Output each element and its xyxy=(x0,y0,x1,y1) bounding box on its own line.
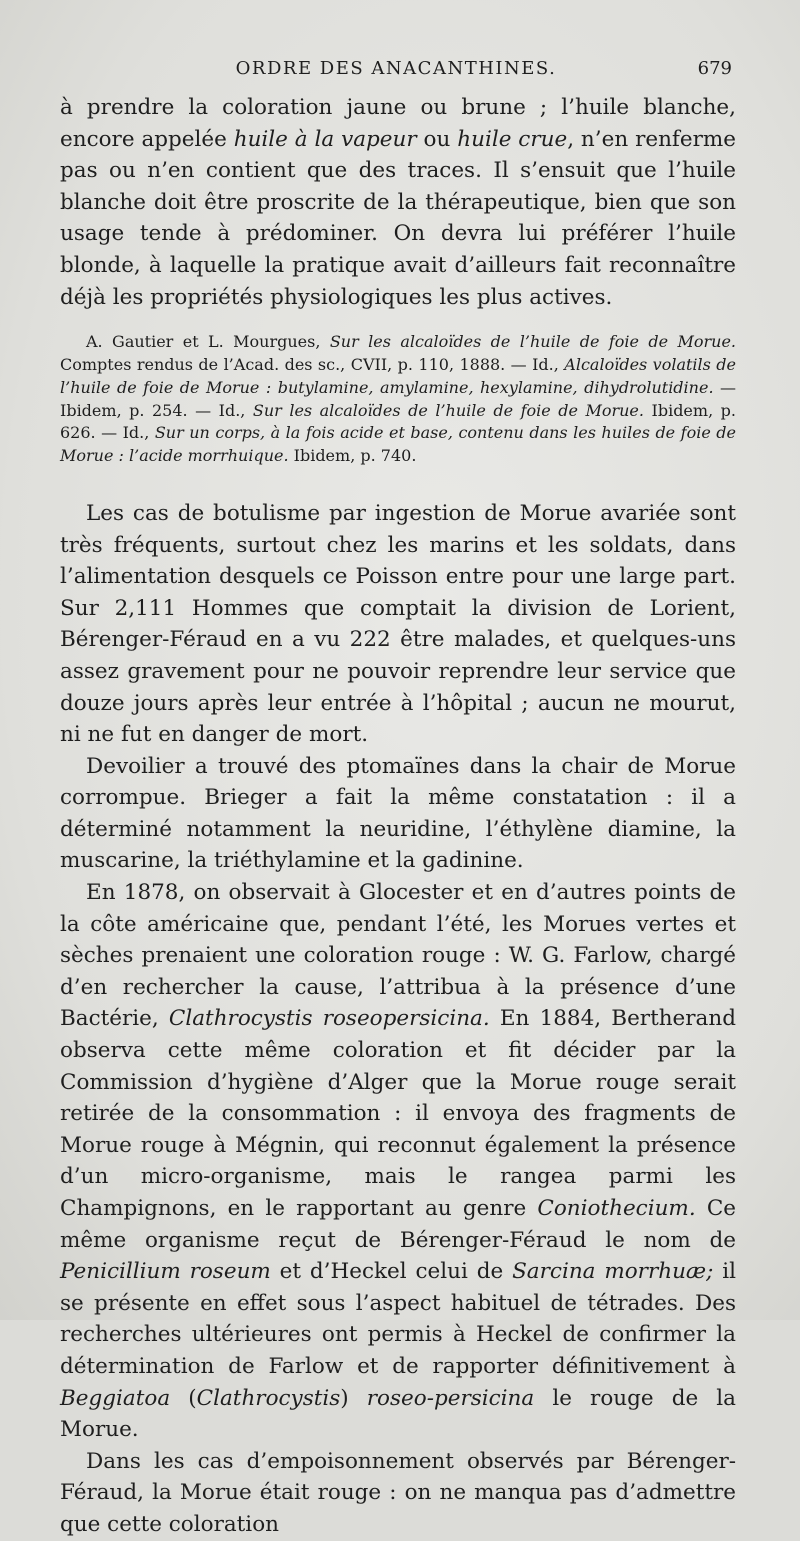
paragraph-ptomaines xyxy=(60,751,736,877)
text-segment: Ce même organisme reçut de Bérenger-Féraud le nom de xyxy=(60,1196,736,1253)
text-segment: Ibidem, p. 740. xyxy=(288,446,417,466)
text-segment: Devoilier a trouvé des ptomaïnes dans la chair de Morue corrompue. Brieger a fait la même constatation : il a déterminé notamment la neuridine, l’éthylène diamine, la muscarine, la triéthylamine et la gadinine. xyxy=(60,753,736,874)
italic-text-segment: Coniothecium. xyxy=(537,1196,696,1221)
italic-text-segment: Sarcina morrhuæ; xyxy=(512,1259,714,1285)
paragraph-continuation xyxy=(60,92,736,313)
page-number: 679 xyxy=(697,58,732,79)
text-segment: Les cas de botulisme par ingestion de Morue avariée sont très fréquents, surtout chez les marins et les soldats, dans l’alimentation desquels ce Poisson entre pour une large part. Sur 2,111 Hommes que comptait la division de Lorient, Bérenger-Féraud en a vu 222 être malades, et quelques-uns assez gravement pour ne pouvoir reprendre leur service que douze jours après leur entrée à l’hôpital ; aucun ne mourut, ni ne fut en danger de mort. xyxy=(60,500,736,748)
italic-text-segment: Clathrocystis roseopersicina. xyxy=(168,1006,490,1032)
text-segment: à prendre la coloration jaune ou brune ; l’huile blanche, encore appelée xyxy=(60,95,736,152)
paragraph-poisoning xyxy=(60,1446,736,1541)
text-segment: En 1878, on observait à Glocester et en d’autres points de la côte américaine que, pendant l’été, les Morues vertes et sèches prenaient une coloration rouge : W. G. Farlow, chargé d’en rechercher la cause, l’attribua à la présence d’une Bactérie, xyxy=(60,880,736,1032)
text-segment: le rouge de la Morue. xyxy=(60,1385,736,1443)
italic-text-segment: roseo-persicina xyxy=(366,1385,535,1411)
italic-text-segment: huile à la vapeur xyxy=(233,126,417,152)
italic-text-segment: huile crue xyxy=(457,126,568,152)
bibliographic-note xyxy=(60,331,736,468)
italic-text-segment: Clathrocystis xyxy=(196,1385,341,1411)
italic-text-segment: Alcaloïdes volatils de l’huile de foie de Morue : butylamine, amylamine, hexylamine, dihydrolutidine. xyxy=(60,354,737,397)
italic-text-segment: Beggiatoa xyxy=(60,1385,171,1411)
text-segment: ) xyxy=(340,1385,367,1411)
text-segment: et d’Heckel celui de xyxy=(270,1259,513,1285)
body-text xyxy=(60,92,736,1541)
text-segment: — Ibidem, p. 254. — Id., xyxy=(60,377,736,420)
italic-text-segment: Sur les alcaloïdes de l’huile de foie de Morue. xyxy=(329,332,737,352)
paragraph-botulism xyxy=(60,498,736,751)
text-segment: Ibidem, p. 626. — Id., xyxy=(60,400,737,443)
paragraph-red-cod xyxy=(60,877,736,1446)
text-segment: A. Gautier et L. Mourgues, xyxy=(86,332,330,352)
text-segment: il se présente en effet sous l’aspect habituel de tétrades. Des recherches ultérieures ont permis à Heckel de confirmer la détermination de Farlow et de rapporter définitivement à xyxy=(60,1259,737,1379)
text-segment: ( xyxy=(170,1385,197,1411)
text-segment: , n’en renferme pas ou n’en contient que des traces. Il s’ensuit que l’huile blanche doit être proscrite de la thérapeutique, bien que son usage tende à prédominer. On devra lui préférer l’huile blonde, à laquelle la pratique avait d’ailleurs fait reconnaître déjà les propriétés physiologiques les plus actives. xyxy=(60,126,736,310)
text-segment: En 1884, Bertherand observa cette même coloration et fit décider par la Commission d’hygiène d’Alger que la Morue rouge serait retirée de la consommation : il envoya des fragments de Morue rouge à Mégnin, qui reconnut également la présence d’un micro-organisme, mais le rangea parmi les Champignons, en le rapportant au genre xyxy=(60,1006,736,1221)
text-segment: Comptes rendus de l’Acad. des sc., CVII, p. 110, 1888. — Id., xyxy=(60,354,565,374)
italic-text-segment: Sur un corps, à la fois acide et base, contenu dans les huiles de foie de Morue : l’acide morrhuique. xyxy=(60,423,736,466)
page-header xyxy=(60,58,732,88)
italic-text-segment: Penicillium roseum xyxy=(60,1259,271,1285)
text-segment: ou xyxy=(416,126,458,152)
running-title: ORDRE DES ANACANTHINES. xyxy=(235,58,557,79)
italic-text-segment: Sur les alcaloïdes de l’huile de foie de Morue. xyxy=(252,400,644,420)
text-segment: Dans les cas d’empoisonnement observés par Bérenger-Féraud, la Morue était rouge : on ne manqua pas d’admettre que cette coloration xyxy=(60,1448,736,1537)
